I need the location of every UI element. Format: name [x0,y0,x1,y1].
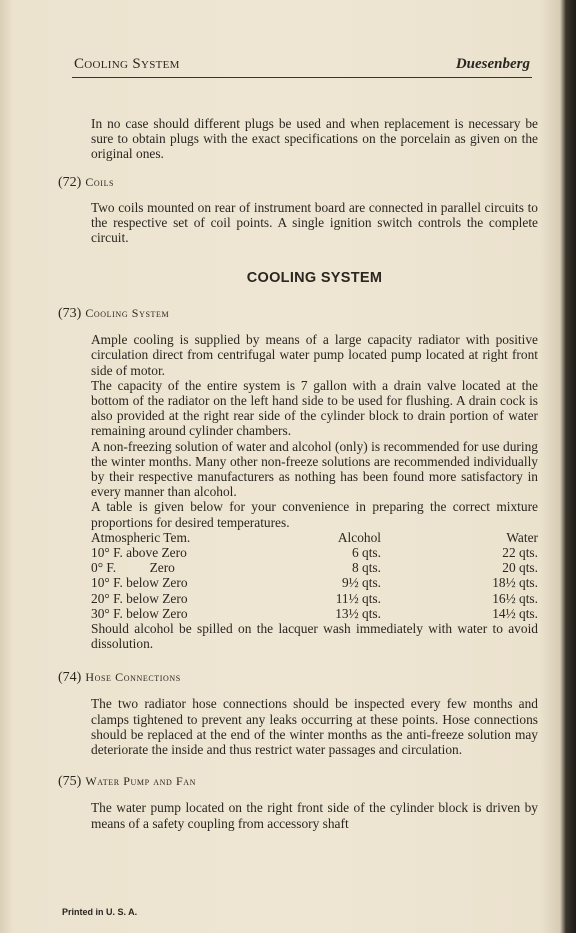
cooling-paragraph-1: Ample cooling is supplied by means of a large capacity radiator with positive circulation direct from centrifugal water pump located pump located at right front side of motor. [91,332,538,378]
pump-paragraph: The water pump located on the right front side of the cylinder block is driven by means of a safety coupling from accessory shaft [91,800,538,831]
section-heading-coils [58,175,538,191]
section-number: (74) [58,670,82,686]
table-cell: 13½ qts. [335,605,381,621]
table-cell: 10° F. below Zero [91,575,188,591]
section-heading-cooling [58,306,538,322]
section-title: Coils [85,174,115,189]
mixture-table [91,530,538,621]
table-cell: 18½ qts. [492,575,538,591]
table-row [91,606,538,621]
table-row [91,591,538,606]
page-header [74,56,530,78]
table-cell: 22 qts. [502,545,538,561]
header-section-title: Cooling System [74,56,180,72]
section-title: Hose Connections [85,670,181,685]
header-rule [72,77,532,78]
table-row [91,560,538,575]
table-cell: 8 qts. [351,560,381,576]
table-cell: 30° F. below Zero [91,605,188,621]
table-header-cell: Atmospheric Tem. [91,529,191,545]
section-number: (72) [58,174,82,190]
section-number: (75) [58,774,82,790]
section-heading-hose [58,670,538,686]
cooling-paragraph-4: A table is given below for your convenience in preparing the correct mixture proportions for desired temperatures. [91,499,538,530]
table-cell: 0° F. Zero [91,560,175,576]
table-header-row [91,530,538,545]
footer-imprint: Printed in U. S. A. [62,907,138,917]
cooling-paragraph-2: The capacity of the entire system is 7 gallon with a drain valve located at the bottom of the radiator on the left hand side to be used for flushing. A drain cock is also provided at the right rear side of the cylinder block to drain portion of water remaining around cylinder chambers. [91,377,538,439]
table-cell: 16½ qts. [492,590,538,606]
section-number: (73) [58,306,82,322]
table-cell: 10° F. above Zero [91,545,187,561]
table-row [91,575,538,590]
table-cell: 20 qts. [502,560,538,576]
page-content [58,116,538,831]
section-title: Water Pump and Fan [85,774,197,789]
cooling-paragraph-3: A non-freezing solution of water and alcohol (only) is recommended for use during the winter months. Many other non-freeze solutions are recommended individually by their respective manufacturers as nothing has been found more satisfactory in every manner than alcohol. [91,438,538,500]
table-cell: 20° F. below Zero [91,590,188,606]
table-cell: 14½ qts. [492,605,538,621]
table-cell: 11½ qts. [335,590,381,606]
table-header-cell: Water [506,529,538,545]
table-header-cell: Alcohol [337,529,381,545]
table-cell: 6 qts. [351,545,381,561]
header-brand: Duesenberg [455,56,530,72]
main-heading: COOLING SYSTEM [246,270,383,287]
hose-paragraph: The two radiator hose connections should be inspected every few months and clamps tightened to prevent any leaks occurring at these points. Hose connections should be replaced at the end of the winter months as the anti-freeze solution may deteriorate the inside and thus restrict water passages and circulation. [91,696,538,758]
table-cell: 9½ qts. [341,575,381,591]
cooling-paragraph-5: Should alcohol be spilled on the lacquer wash immediately with water to avoid dissolution. [91,621,538,652]
section-title: Cooling System [85,306,170,321]
section-heading-pump [58,774,538,790]
table-row [91,545,538,560]
coils-paragraph: Two coils mounted on rear of instrument board are connected in parallel circuits to the respective set of coil points. A single ignition switch controls the complete circuit. [91,199,538,246]
intro-paragraph: In no case should different plugs be used and when replacement is necessary be sure to obtain plugs with the exact specifications on the porcelain as given on the original ones. [91,116,538,162]
